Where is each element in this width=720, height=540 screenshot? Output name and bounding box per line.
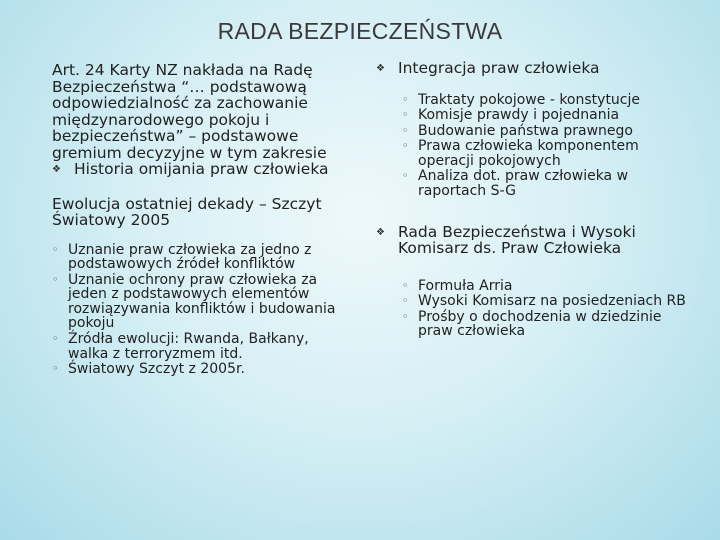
circle-bullet-icon: ◦ xyxy=(52,332,59,346)
evolution-paragraph: Ewolucja ostatniej dekady – Szczyt Światowy 2005 xyxy=(52,194,322,229)
circle-bullet-icon: ◦ xyxy=(402,169,409,183)
list-item: ◦ Budowanie państwa prawnego xyxy=(402,122,633,139)
square-dots-bullet-icon: ❖ xyxy=(376,63,385,74)
circle-bullet-icon: ◦ xyxy=(402,278,409,292)
list-item: ◦ Światowy Szczyt z 2005r. xyxy=(52,361,245,378)
circle-bullet-icon: ◦ xyxy=(402,294,409,308)
circle-bullet-icon: ◦ xyxy=(402,309,409,323)
circle-bullet-icon: ◦ xyxy=(402,108,409,122)
circle-bullet-icon: ◦ xyxy=(52,272,59,286)
list-item: ◦ Prośby o dochodzenia w dziedzinie praw człowieka xyxy=(402,308,662,340)
slide-title: RADA BEZPIECZEŃSTWA xyxy=(217,18,503,44)
bullet-historia-text: Historia omijania praw człowieka xyxy=(74,160,329,178)
circle-bullet-icon: ◦ xyxy=(52,242,59,256)
bullet-integracja-text: Integracja praw człowieka xyxy=(398,59,600,77)
square-dots-bullet-icon: ❖ xyxy=(376,226,385,238)
list-item: ◦ Uznanie praw człowieka za jedno z podstawowych źródeł konfliktów xyxy=(52,241,312,273)
circle-bullet-icon: ◦ xyxy=(402,92,409,106)
list-item: ◦ Źródła ewolucji: Rwanda, Bałkany, walka z terroryzmem itd. xyxy=(52,331,309,362)
list-item: ◦ Prawa człowieka komponentem operacji pokojowych xyxy=(402,138,639,169)
square-dots-bullet-icon: ❖ xyxy=(52,164,61,175)
list-item: ◦ Analiza dot. praw człowieka w raportach S-G xyxy=(402,168,629,200)
list-item: ◦ Wysoki Komisarz na posiedzeniach RB xyxy=(402,293,686,310)
circle-bullet-icon: ◦ xyxy=(402,139,409,153)
circle-bullet-icon: ◦ xyxy=(52,362,59,376)
circle-bullet-icon: ◦ xyxy=(402,123,409,137)
list-item: ◦ Komisje prawdy i pojednania xyxy=(402,107,620,124)
art24-paragraph: Art. 24 Karty NZ nakłada na Radę Bezpieczeństwa “… podstawową odpowiedzialność za zachowanie międzynarodowego pokoju i bezpieczeństwa” – podstawowe gremium decyzyjne w tym zakresie xyxy=(52,61,327,162)
integracja-sublist xyxy=(376,93,694,199)
rada-sublist xyxy=(376,279,694,339)
bullet-integracja xyxy=(376,60,694,77)
right-column xyxy=(376,60,694,340)
evolution-sublist xyxy=(52,243,352,377)
list-item: ◦ Uznanie ochrony praw człowieka za jeden z podstawowych elementów rozwiązywania konfliktów i budowania pokoju xyxy=(52,271,336,332)
left-column xyxy=(52,62,352,378)
list-item: ◦ Traktaty pokojowe - konstytucje xyxy=(402,91,641,108)
bullet-rada xyxy=(376,224,694,257)
bullet-historia xyxy=(52,161,352,178)
bullet-rada-text: Rada Bezpieczeństwa i Wysoki Komisarz ds. Praw Człowieka xyxy=(398,222,636,258)
list-item: ◦ Formuła Arria xyxy=(402,277,513,294)
